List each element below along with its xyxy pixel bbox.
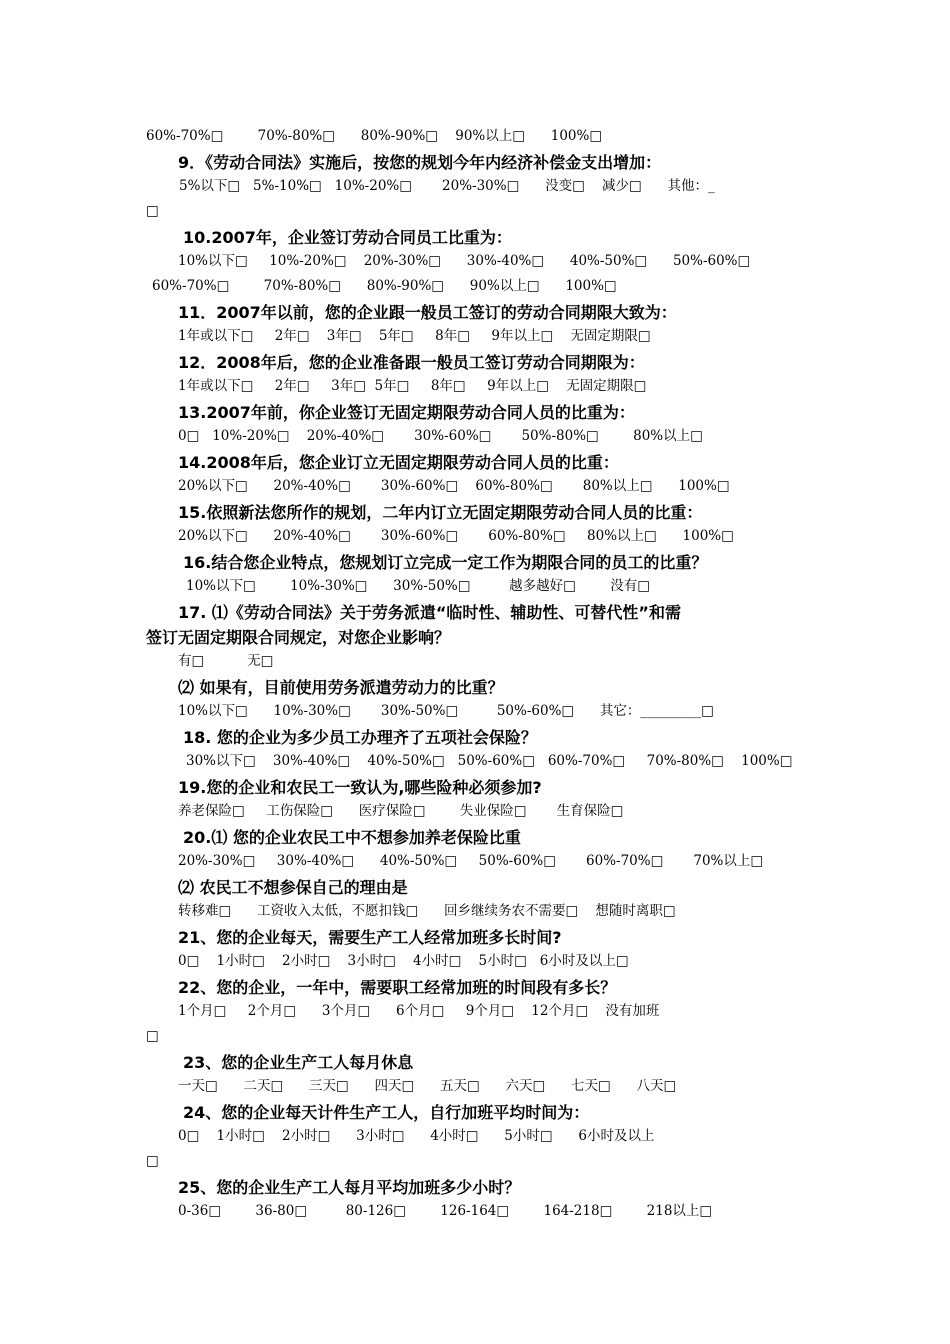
question-line: ⑵ 如果有，目前使用劳务派遣劳动力的比重？ xyxy=(178,678,504,697)
options-line: 0□ 1小时□ 2小时□ 3小时□ 4小时□ 5小时□ 6小时及以上□ xyxy=(178,953,629,969)
options-line: 一天□ 二天□ 三天□ 四天□ 五天□ 六天□ 七天□ 八天□ xyxy=(178,1078,677,1094)
options-line: 有□ 无□ xyxy=(178,653,274,669)
options-line: 转移难□ 工资收入太低，不愿扣钱□ 回乡继续务农不需要□ 想随时离职□ xyxy=(178,903,676,919)
question-line: 17. ⑴《劳动合同法》关于劳务派遣“临时性、辅助性、可替代性”和需 xyxy=(178,603,681,622)
question-line: 10.2007年，企业签订劳动合同员工比重为： xyxy=(183,228,512,247)
options-line: 60%-70%□ 70%-80%□ 80%-90%□ 90%以上□ 100%□ xyxy=(146,128,603,144)
question-line: 24、您的企业每天计件生产工人，自行加班平均时间为： xyxy=(183,1103,590,1122)
options-line: 0-36□ 36-80□ 80-126□ 126-164□ 164-218□ 218以上□ xyxy=(178,1203,713,1219)
question-line: 21、您的企业每天，需要生产工人经常加班多长时间? xyxy=(178,928,562,947)
question-line: 13.2007年前，你企业签订无固定期限劳动合同人员的比重为： xyxy=(178,403,635,422)
options-line: 30%以下□ 30%-40%□ 40%-50%□ 50%-60%□ 60%-70%□ 70%-80%□ 100%□ xyxy=(186,753,793,769)
question-line: 15.依照新法您所作的规划，二年内订立无固定期限劳动合同人员的比重： xyxy=(178,503,703,522)
options-line: 10%以下□ 10%-20%□ 20%-30%□ 30%-40%□ 40%-50%□ 50%-60%□ xyxy=(178,253,751,269)
options-line: 20%以下□ 20%-40%□ 30%-60%□ 60%-80%□ 80%以上□ 100%□ xyxy=(178,528,734,544)
question-line: 19.您的企业和农民工一致认为,哪些险种必须参加? xyxy=(178,778,542,797)
question-line: 签订无固定期限合同规定，对您企业影响？ xyxy=(146,628,451,647)
options-line: 20%以下□ 20%-40%□ 30%-60%□ 60%-80%□ 80%以上□ 100%□ xyxy=(178,478,730,494)
options-line: □ xyxy=(146,1028,159,1044)
options-line: 20%-30%□ 30%-40%□ 40%-50%□ 50%-60%□ 60%-70%□ 70%以上□ xyxy=(178,853,764,869)
question-line: 14.2008年后，您企业订立无固定期限劳动合同人员的比重： xyxy=(178,453,619,472)
options-line: 0□ 1小时□ 2小时□ 3小时□ 4小时□ 5小时□ 6小时及以上 xyxy=(178,1128,655,1144)
question-line: ⑵ 农民工不想参保自己的理由是 xyxy=(178,878,408,897)
options-line: □ xyxy=(146,203,159,219)
question-line: 25、您的企业生产工人每月平均加班多少小时？ xyxy=(178,1178,521,1197)
options-line: 5%以下□ 5%-10%□ 10%-20%□ 20%-30%□ 没变□ 减少□ 其他：_ xyxy=(179,178,715,194)
options-line: 养老保险□ 工伤保险□ 医疗保险□ 失业保险□ 生育保险□ xyxy=(178,803,624,819)
question-line: 23、您的企业生产工人每月休息 xyxy=(183,1053,414,1072)
options-line: 10%以下□ 10%-30%□ 30%-50%□ 50%-60%□ 其它：_________□ xyxy=(178,703,714,719)
options-line: □ xyxy=(146,1153,159,1169)
options-line: 1年或以下□ 2年□ 3年□ 5年□ 8年□ 9年以上□ 无固定期限□ xyxy=(178,378,647,394)
question-line: 22、您的企业，一年中，需要职工经常加班的时间段有多长？ xyxy=(178,978,617,997)
question-line: 20.⑴ 您的企业农民工中不想参加养老保险比重 xyxy=(183,828,521,847)
options-line: 60%-70%□ 70%-80%□ 80%-90%□ 90%以上□ 100%□ xyxy=(152,278,617,294)
question-line: 11．2007年以前，您的企业跟一般员工签订的劳动合同期限大致为： xyxy=(178,303,677,322)
options-line: 10%以下□ 10%-30%□ 30%-50%□ 越多越好□ 没有□ xyxy=(186,578,650,594)
question-line: 9．《劳动合同法》实施后，按您的规划今年内经济补偿金支出增加： xyxy=(178,153,662,172)
question-line: 18. 您的企业为多少员工办理齐了五项社会保险？ xyxy=(183,728,537,747)
question-line: 16.结合您企业特点，您规划订立完成一定工作为期限合同的员工的比重？ xyxy=(183,553,708,572)
options-line: 0□ 10%-20%□ 20%-40%□ 30%-60%□ 50%-80%□ 80%以上□ xyxy=(178,428,703,444)
options-line: 1年或以下□ 2年□ 3年□ 5年□ 8年□ 9年以上□ 无固定期限□ xyxy=(178,328,651,344)
options-line: 1个月□ 2个月□ 3个月□ 6个月□ 9个月□ 12个月□ 没有加班 xyxy=(178,1003,660,1019)
question-line: 12．2008年后，您的企业准备跟一般员工签订劳动合同期限为： xyxy=(178,353,645,372)
